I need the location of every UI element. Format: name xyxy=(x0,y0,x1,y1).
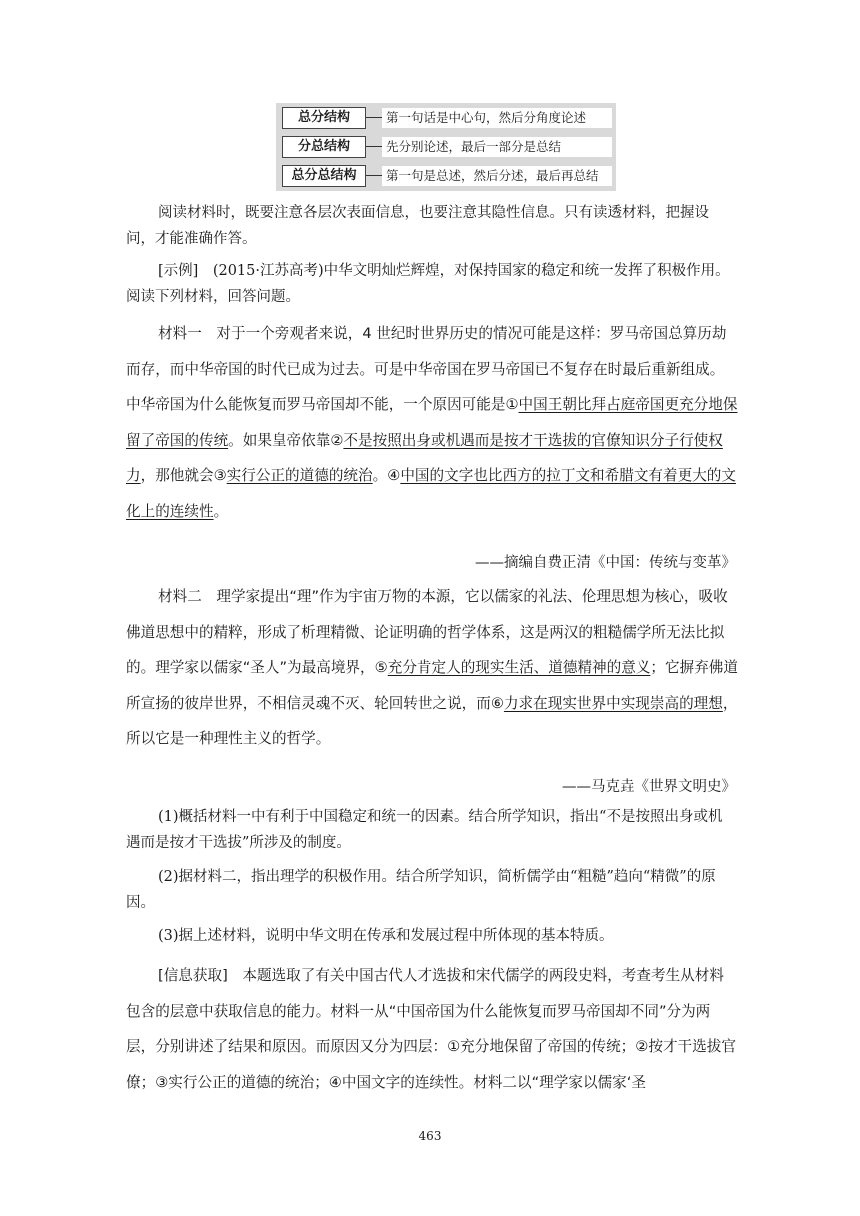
diagram-description: 第一句话是中心句，然后分角度论述 xyxy=(382,108,612,128)
question-3: (3)据上述材料，说明中华文明在传承和发展过程中所体现的基本特质。 xyxy=(158,928,614,944)
material-text: 。④ xyxy=(372,467,401,485)
material-one-source: ——摘编自费正清《中国：传统与变革》 xyxy=(475,555,736,571)
example-tag: [示例] xyxy=(158,263,199,279)
diagram-row xyxy=(280,107,612,129)
question-2: (2)据材料二，指出理学的积极作用。结合所学知识，简析儒学由“粗糙”趋向“精微”的原因。 xyxy=(126,869,716,911)
underlined-point: 充分肯定人的现实生活、道德精神的意义 xyxy=(387,659,651,677)
material-one xyxy=(126,316,738,530)
structure-diagram xyxy=(276,103,616,191)
material-text: ，所以它是一种理性主义的哲学。 xyxy=(126,694,738,748)
underlined-point: 力求在现实世界中实现崇高的理想 xyxy=(503,694,723,712)
diagram-label: 总分结构 xyxy=(282,107,366,129)
material-text: ，那他就会③ xyxy=(140,467,227,485)
connector-line xyxy=(366,117,382,118)
underlined-point: 中国王朝比拜占庭帝国更充分地保留了帝国的传统 xyxy=(126,396,738,449)
diagram-row xyxy=(280,136,612,158)
diagram-description: 第一句是总述，然后分述，最后再总结 xyxy=(382,166,612,186)
diagram-label: 总分总结构 xyxy=(282,165,366,187)
connector-line xyxy=(366,146,382,147)
underlined-point: 实行公正的道德的统治 xyxy=(226,467,373,485)
material-two xyxy=(126,579,738,757)
diagram-row xyxy=(280,165,612,187)
example-paragraph xyxy=(126,258,736,310)
material-text: 。如果皇帝依靠② xyxy=(228,431,344,449)
material-two-source: ——马克垚《世界文明史》 xyxy=(562,779,736,795)
material-text: ；它摒弃佛道所宣扬的彼岸世界，不相信灵魂不灭、轮回转世之说，而⑥ xyxy=(126,659,738,712)
diagram-description: 先分别论述，最后一部分是总结 xyxy=(382,137,612,157)
info-text: 本题选取了有关中国古代人才选拔和宋代儒学的两段史料，考查考生从材料包含的层意中获取信息的能力。材料一从“中国帝国为什么能恢复而罗马帝国却不同”分为两层，分别讲述了结果和原因。而原因又分为四层：①充分地保留了帝国的传统；②按才干选拔官僚；③实行公正的道德的统治；④中国文字的连续性。材料二以“理学家以儒家‘圣 xyxy=(126,967,736,1091)
underlined-point: 中国的文字也比西方的拉丁文和希腊文有着更大的文化上的连续性 xyxy=(126,467,736,520)
info-tag: [信息获取] xyxy=(158,967,228,984)
underlined-point: 不是按照出身或机遇而是按才干选拔的官僚知识分子行使权力 xyxy=(126,431,723,485)
material-text: 材料二 理学家提出“理”作为宇宙万物的本源，它以儒家的礼法、伦理思想为核心，吸收佛道思想中的精粹，形成了析理精微、论证明确的哲学体系，这是两汉的粗糙儒学所无法比拟的。理学家以儒家“圣人”为最高境界，⑤ xyxy=(126,588,728,677)
example-text: (2015·江苏高考)中华文明灿烂辉煌，对保持国家的稳定和统一发挥了积极作用。阅读下列材料，回答问题。 xyxy=(126,263,730,305)
question-1: (1)概括材料一中有利于中国稳定和统一的因素。结合所学知识，指出“不是按照出身或机遇而是按才干选拔”所涉及的制度。 xyxy=(126,809,723,851)
page-number: 463 xyxy=(418,1129,442,1143)
material-text: 材料一 对于一个旁观者来说，4 世纪时世界历史的情况可能是这样：罗马帝国总算历劫而存，而中华帝国的时代已成为过去。可是中华帝国在罗马帝国已不复存在时最后重新组成。中华帝国为什么能恢复而罗马帝国却不能，一个原因可能是① xyxy=(126,325,727,414)
connector-line xyxy=(366,175,382,176)
material-text: 。 xyxy=(213,502,229,520)
info-paragraph xyxy=(126,958,738,1100)
diagram-label: 分总结构 xyxy=(282,136,366,158)
intro-paragraph: 阅读材料时，既要注意各层次表面信息，也要注意其隐性信息。只有读透材料，把握设问，才能准确作答。 xyxy=(126,205,709,247)
